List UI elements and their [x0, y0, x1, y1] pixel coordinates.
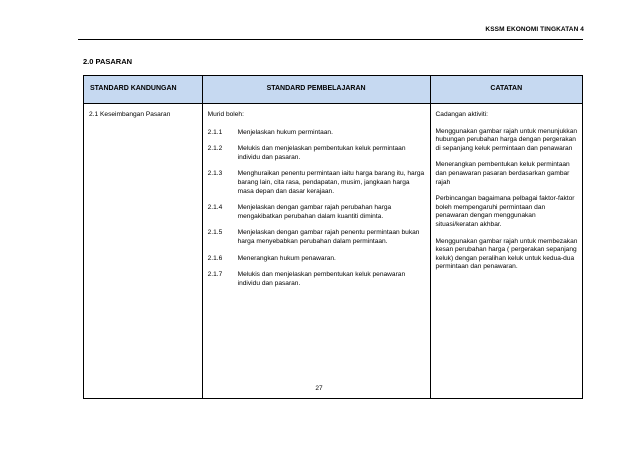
table-row: [84, 104, 583, 399]
catatan-heading: Cadangan aktiviti:: [435, 111, 488, 118]
pembelajaran-cell: [202, 104, 430, 399]
header-standard-pembelajaran: STANDARD PEMBELAJARAN: [202, 76, 430, 104]
list-item: [208, 255, 426, 264]
catatan-paragraph: Menggunakan gambar rajah untuk membezakan kesan perubahan harga ( pergerakan sepanjang keluk) dengan peralihan keluk untuk kedua-dua permintaan dan penawaran.: [435, 237, 578, 271]
item-text: Menghuraikan penentu permintaan iaitu harga barang itu, harga barang lain, cita rasa, pendapatan, musim, jangkaan harga masa depan dan dasar kerajaan.: [237, 170, 425, 195]
header-standard-kandungan: STANDARD KANDUNGAN: [84, 76, 203, 104]
item-number: 2.1.4: [207, 204, 223, 212]
section-title: 2.0 PASARAN: [83, 57, 133, 66]
item-text: Menjelaskan dengan gambar rajah perubahan harga mengakibatkan perubahan dalam kuantiti diminta.: [237, 204, 392, 220]
item-number: 2.1.7: [207, 271, 223, 279]
list-item: [208, 129, 426, 138]
catatan-paragraph: Menggunakan gambar rajah untuk menunjukkan hubungan perubahan harga dengan pergerakan di sepanjang keluk permintaan dan penawaran: [435, 127, 578, 152]
list-item: [208, 229, 426, 246]
item-text: Menjelaskan hukum permintaan.: [237, 128, 333, 136]
list-item: [208, 271, 426, 288]
document-header: KSSM EKONOMI TINGKATAN 4: [485, 26, 584, 33]
item-number: 2.1.2: [207, 145, 223, 153]
item-text: Melukis dan menjelaskan pembentukan keluk penawaran individu dan pasaran.: [237, 271, 406, 287]
item-number: 2.1.1: [207, 128, 223, 136]
item-number: 2.1.6: [207, 254, 223, 262]
catatan-cell: [430, 104, 582, 399]
standards-table: [83, 75, 583, 399]
murid-intro: Murid boleh:: [207, 111, 244, 118]
list-item: [208, 204, 426, 221]
item-text: Menerangkan hukum penawaran.: [237, 254, 336, 262]
header-divider: [78, 39, 583, 40]
item-number: 2.1.5: [207, 229, 223, 237]
page-number: 27: [315, 385, 323, 392]
item-text: Melukis dan menjelaskan pembentukan keluk permintaan individu dan pasaran.: [237, 145, 406, 161]
kandungan-cell: 2.1 Keseimbangan Pasaran: [84, 104, 203, 399]
item-number: 2.1.3: [207, 170, 223, 178]
list-item: [208, 145, 426, 162]
table-header-row: [84, 76, 583, 104]
header-catatan: CATATAN: [430, 76, 582, 104]
catatan-paragraph: Menerangkan pembentukan keluk permintaan dan penawaran pasaran berdasarkan gambar rajah: [435, 161, 570, 186]
list-item: [208, 170, 426, 196]
item-text: Menjelaskan dengan gambar rajah penentu permintaan bukan harga menyebabkan perubahan dalam permintaan.: [237, 229, 420, 245]
catatan-paragraph: Perbincangan bagaimana pelbagai faktor-faktor boleh mempengaruhi permintaan dan penawaran dengan menggunakan situasi/keratan akhbar.: [435, 195, 575, 228]
